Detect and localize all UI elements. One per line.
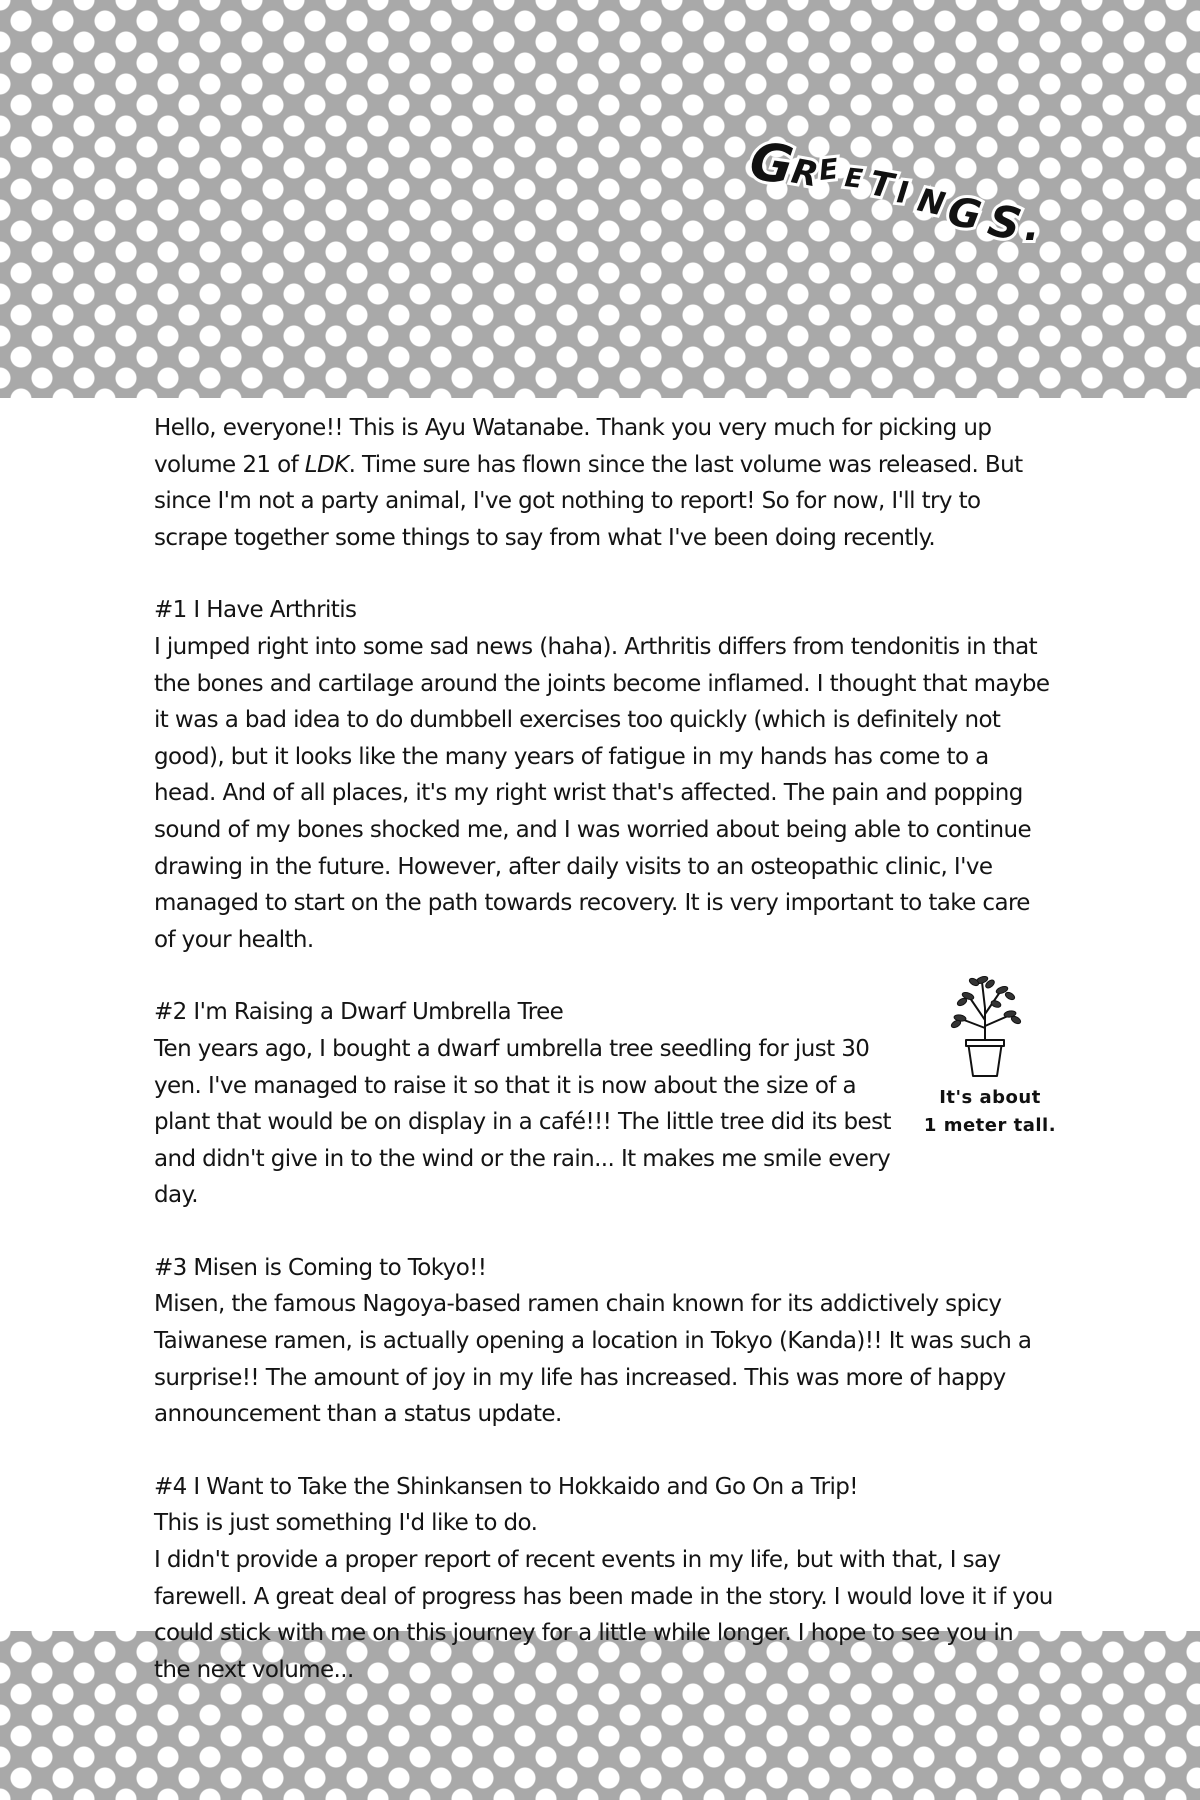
intro-paragraph: [154, 410, 1054, 556]
intro-text-end: . Time sure has flown since the last volume was released. But since I'm not a party animal, I've got nothing to report! So for now, I'll try to scrape together some things to say from what I've been doing recently.: [154, 451, 1023, 551]
heading-letter: G: [944, 188, 985, 240]
section-1-title: #1 I Have Arthritis: [154, 597, 357, 624]
closing-paragraph: I didn't provide a proper report of recent events in my life, but with that, I say farewell. A great deal of progress has been made in the story. I would love it if you could stick with me on this journey for a little while longer. I hope to see you in the next volume...: [154, 1547, 1053, 1683]
heading-letter: E: [817, 152, 840, 187]
section-3-title: #3 Misen is Coming to Tokyo!!: [154, 1254, 487, 1281]
section-1-body: I jumped right into some sad news (haha). Arthritis differs from tendonitis in that the bones and cartilage around the joints become inflamed. I thought that maybe it was a bad idea to do dumbbell exercises too quickly (which is definitely not good), but it looks like the many years of fatigue in my hands has come to a head. And of all places, it's my right wrist that's affected. The pain and popping sound of my bones shocked me, and I was worried about being able to continue drawing in the future. However, after daily visits to an osteopathic clinic, I've managed to start on the path towards recovery. It is very important to take care of your health.: [154, 633, 1050, 953]
series-title: LDK: [304, 451, 349, 478]
greetings-heading: [740, 120, 1140, 270]
paragraph-gap: [154, 1433, 1054, 1469]
section-4: [154, 1469, 1054, 1542]
heading-letter: G: [746, 131, 797, 197]
potted-plant-icon: [940, 968, 1030, 1080]
plant-caption: [920, 1084, 1060, 1140]
heading-letter: T: [866, 163, 897, 207]
paragraph-gap: [154, 1214, 1054, 1250]
section-4-title: #4 I Want to Take the Shinkansen to Hokkaido and Go On a Trip!: [154, 1473, 858, 1500]
heading-letter: I: [895, 175, 910, 212]
section-1: [154, 592, 1054, 958]
heading-letter: .: [1024, 204, 1040, 250]
article-body: [154, 410, 1054, 1688]
paragraph-gap: [154, 958, 1054, 994]
plant-caption-line-1: It's about: [939, 1087, 1041, 1108]
heading-letter: N: [914, 180, 949, 224]
section-2-title: #2 I'm Raising a Dwarf Umbrella Tree: [154, 999, 564, 1026]
section-3: [154, 1250, 1054, 1433]
section-3-body: Misen, the famous Nagoya-based ramen chain known for its addictively spicy Taiwanese ramen, is actually opening a location in Tokyo (Kanda)!! It was such a surprise!! The amount of joy in my life has increased. This was more of happy announcement than a status update.: [154, 1291, 1032, 1428]
paragraph-gap: [154, 556, 1054, 592]
heading-letter: S: [983, 194, 1026, 252]
heading-letter: E: [843, 163, 865, 195]
section-4-body: This is just something I'd like to do.: [154, 1510, 538, 1537]
plant-caption-line-2: 1 meter tall.: [923, 1115, 1057, 1136]
section-2-body: Ten years ago, I bought a dwarf umbrella tree seedling for just 30 yen. I've managed to raise it so that it is now about the size of a plant that would be on display in a café!!! The little tree did its best and didn't give in to the wind or the rain... It makes me smile every day.: [154, 1035, 891, 1209]
plant-illustration: [920, 968, 1060, 1148]
heading-letter: R: [788, 151, 822, 196]
intro-text-start: Hello, everyone!! This is Ayu Watanabe. Thank you very much for picking up volume 21 of: [154, 415, 992, 478]
greetings-heading-lettering: [740, 120, 1140, 270]
section-2: [154, 994, 914, 1214]
